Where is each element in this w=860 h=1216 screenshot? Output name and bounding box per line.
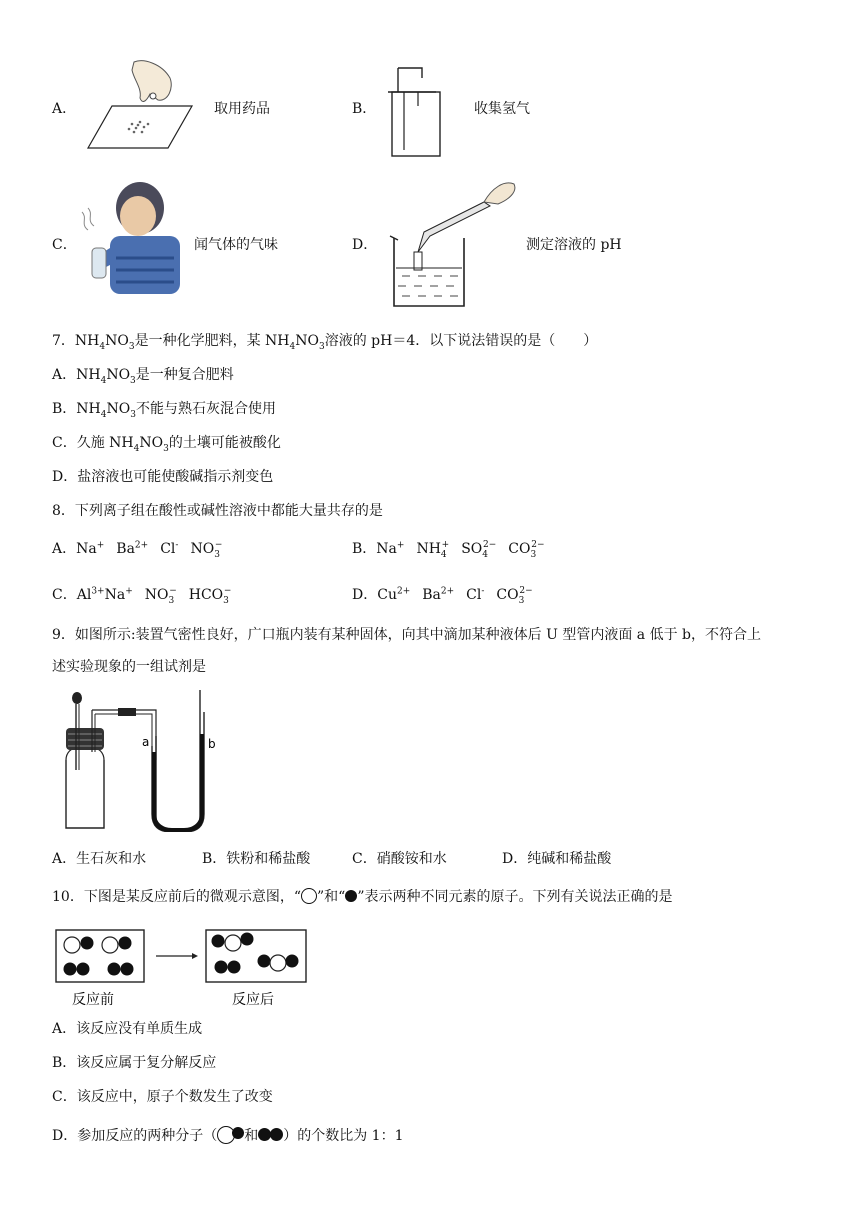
question-10-option-d: D．参加反应的两种分子（ 和 ）的个数比为 1：1 [52,1128,404,1144]
question-10-option-c: C．该反应中，原子个数发生了改变 [52,1089,273,1105]
black-atom-icon [345,890,357,902]
q6-option-d-letter: D． [352,237,378,253]
q6-option-b-caption: 收集氢气 [474,101,530,117]
question-9-stem-line-1: 9．如图所示:装置气密性良好，广口瓶内装有某种固体，向其中滴加某种液体后 U 型管内液面 a 低于 b，不符合上 [52,627,761,643]
q6-option-a-letter: A． [52,101,77,117]
question-9-stem-line-2: 述实验现象的一组试剂是 [52,659,206,675]
question-8-option-d: D．$Cu^{2+}$ $Ba^{2+}$ Cl- $CO_3^{2-}$ [352,586,533,606]
question-9-option-a: A．生石灰和水 [52,851,147,867]
q6-option-a-caption: 取用药品 [214,101,270,117]
question-7-option-a: A．$NH_4NO_3$是一种复合肥料 [52,367,234,386]
u-tube-label-a: a [142,735,150,749]
ph-test-illustration [384,174,524,314]
question-10-option-a: A．该反应没有单质生成 [52,1021,203,1037]
gas-collecting-bottle-illustration [384,64,454,160]
black-atom-icon [270,1128,283,1141]
u-tube-apparatus-diagram [52,690,232,832]
smelling-gas-illustration [80,178,186,298]
q6-option-c-caption: 闻气体的气味 [194,237,278,253]
question-8-option-c: C．$Al^{3+}Na^+$ $NO_3^-$ $HCO_3^-$ [52,586,232,606]
q6-option-c-letter: C． [52,237,77,253]
question-7-stem: 7．$NH_4NO_3$是一种化学肥料，某 $NH_4NO_3$溶液的 pH＝4．以下说法错误的是（ ） [52,333,598,352]
question-9-option-c: C．硝酸铵和水 [352,851,447,867]
question-10-option-b: B．该反应属于复分解反应 [52,1055,217,1071]
question-9-option-b: B．铁粉和稀盐酸 [202,851,311,867]
reaction-micro-diagram [52,926,314,1012]
white-atom-icon [301,888,317,904]
question-9-option-d: D．纯碱和稀盐酸 [502,851,612,867]
q6-option-b-letter: B． [352,101,377,117]
question-10-stem: 10．下图是某反应前后的微观示意图，“ ”和“ ”表示两种不同元素的原子。下列有关说法正确的是 [52,889,673,905]
question-8-option-b: B．Na+ $NH_4^+$ $SO_4^{2-}$ $CO_3^{2-}$ [352,540,545,560]
before-reaction-label: 反应前 [72,992,114,1008]
u-tube-label-b: b [208,737,216,751]
after-reaction-label: 反应后 [232,992,274,1008]
question-7-option-d: D．盐溶液也可能使酸碱指示剂变色 [52,469,274,485]
black-atom-icon [232,1127,244,1139]
question-7-option-c: C．久施 $NH_4NO_3$的土壤可能被酸化 [52,435,281,454]
question-7-option-b: B．$NH_4NO_3$不能与熟石灰混合使用 [52,401,276,420]
question-8-stem: 8．下列离子组在酸性或碱性溶液中都能大量共存的是 [52,503,383,519]
question-8-option-a: A．Na+ $Ba^{2+}$ Cl- $NO_3^-$ [52,540,223,560]
q6-option-d-caption: 测定溶液的 pH [526,237,622,253]
taking-reagent-illustration [84,58,194,154]
